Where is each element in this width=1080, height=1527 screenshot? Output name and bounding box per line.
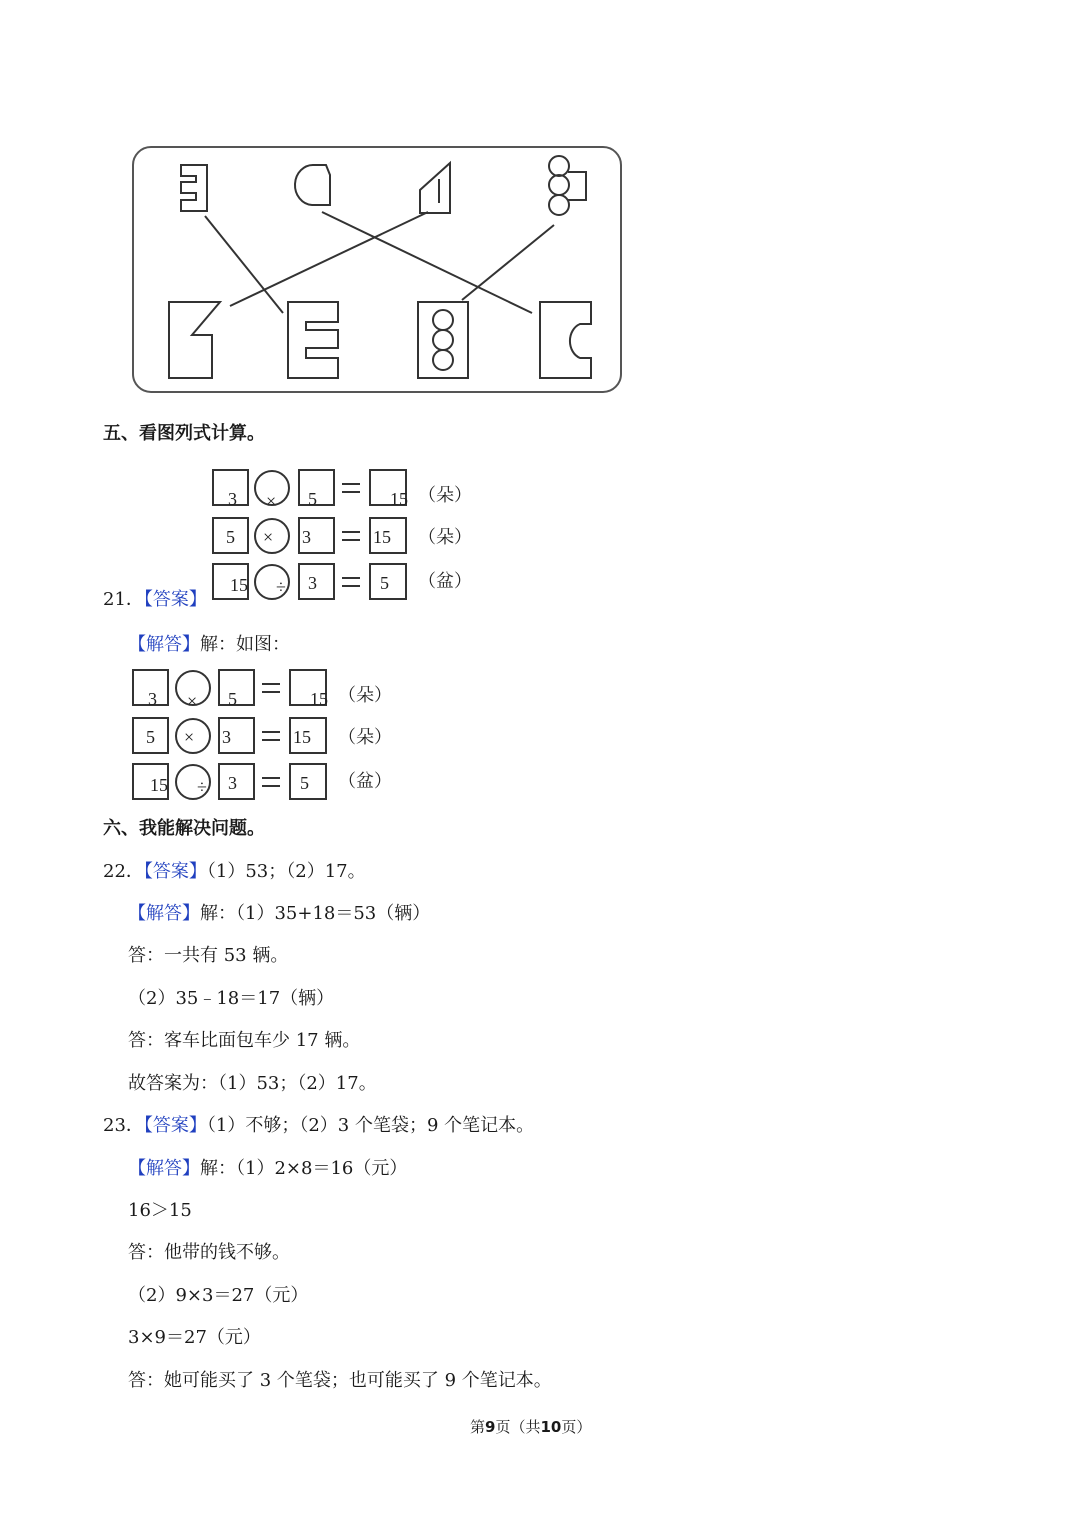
fig2-row2-result: 15	[293, 727, 311, 747]
q22-number: 22．	[103, 861, 144, 882]
fig1-row3-op: ÷	[276, 577, 286, 597]
equation-figure-question	[200, 465, 500, 605]
match-line	[230, 212, 428, 306]
fig2-row2-b: 3	[222, 727, 231, 747]
top-shape-e-piece	[181, 165, 207, 211]
fig2-row3-op: ÷	[197, 777, 207, 797]
bottom-shape-circles-block	[418, 302, 468, 378]
q21-number: 21．	[103, 589, 144, 610]
q22-line-1: 解：（1）35+18＝53（辆）	[200, 903, 431, 924]
q23-analysis-tag: 【解答】	[128, 1158, 200, 1179]
fig2-row2-a: 5	[146, 727, 155, 747]
fig1-row3-unit: （盆）	[418, 571, 472, 591]
fig1-row1-unit: （朵）	[418, 485, 472, 505]
top-shape-semicircle-piece	[295, 165, 330, 205]
fig1-row3-result: 5	[380, 573, 389, 593]
section6-heading: 六、我能解决问题。	[103, 818, 265, 839]
q22-line-4: 答：客车比面包车少 17 辆。	[128, 1030, 361, 1051]
q22-line-5: 故答案为：（1）53；（2）17。	[128, 1073, 377, 1094]
section5-heading: 五、看图列式计算。	[103, 423, 265, 444]
page-number: 9	[485, 1418, 496, 1436]
q21-analysis-tag: 【解答】	[128, 634, 200, 655]
bottom-shape-zigzag-block	[169, 302, 220, 378]
q23-line-1: 解：（1）2×8＝16（元）	[200, 1158, 408, 1179]
q23-line-4: （2）9×3＝27（元）	[128, 1285, 309, 1306]
fig1-row2-result: 15	[373, 527, 391, 547]
q22-line-2: 答：一共有 53 辆。	[128, 945, 289, 966]
page-total: 10	[540, 1418, 562, 1436]
fig2-row3-a: 15	[150, 775, 168, 795]
fig2-row3-b: 3	[228, 773, 237, 793]
q22-analysis-line	[128, 902, 430, 926]
fig1-row2-unit: （朵）	[418, 527, 472, 547]
q23-answer-line	[103, 1114, 534, 1138]
fig2-row3-unit: （盆）	[338, 771, 392, 791]
fig1-row1-result: 15	[390, 489, 408, 509]
top-shape-circles-piece	[549, 156, 586, 215]
fig2-row1-unit: （朵）	[338, 685, 392, 705]
q21-analysis-line	[128, 633, 290, 657]
fig2-row1-b: 5	[228, 689, 237, 709]
q22-answer-text: （1）53；（2）17。	[206, 861, 366, 882]
q22-answer-line	[103, 860, 366, 884]
q22-analysis-tag: 【解答】	[128, 903, 200, 924]
q23-line-5: 3×9＝27（元）	[128, 1327, 261, 1348]
q23-answer-text: （1）不够；（2）3 个笔袋；9 个笔记本。	[206, 1115, 535, 1136]
fig2-row1-op: ×	[187, 691, 198, 711]
fig1-row1-op: ×	[266, 491, 277, 511]
bottom-shape-e-block	[288, 302, 338, 378]
fig1-row2-a: 5	[226, 527, 235, 547]
fig2-row3-result: 5	[300, 773, 309, 793]
q23-line-6: 答：她可能买了 3 个笔袋；也可能买了 9 个笔记本。	[128, 1370, 552, 1391]
q22-line-3: （2）35﹣18＝17（辆）	[128, 988, 335, 1009]
q23-line-3: 答：他带的钱不够。	[128, 1242, 290, 1263]
fig2-row1-a: 3	[148, 689, 157, 709]
q21-answer-tag: 【答案】	[143, 589, 207, 610]
q23-analysis-line	[128, 1157, 407, 1181]
q21-analysis-text: 解：如图：	[200, 634, 290, 655]
fig1-row3-a: 15	[230, 575, 248, 595]
q23-answer-tag: 【答案】	[143, 1115, 207, 1136]
fig2-row1-result: 15	[310, 689, 328, 709]
match-line	[462, 225, 554, 300]
q23-line-2: 16＞15	[128, 1200, 192, 1221]
fig1-row2-op: ×	[263, 527, 274, 547]
shape-matching-figure	[0, 0, 1080, 400]
q22-answer-tag: 【答案】	[143, 861, 207, 882]
bottom-shape-c-block	[540, 302, 591, 378]
equation-figure-solution	[120, 665, 420, 805]
top-shape-triangle-piece	[420, 163, 450, 213]
fig1-row3-b: 3	[308, 573, 317, 593]
fig1-row1-a: 3	[228, 489, 237, 509]
q21-answer-line	[103, 588, 207, 612]
match-line	[322, 212, 532, 313]
page-footer: 第9页（共10页）	[470, 1418, 592, 1436]
fig1-row2-b: 3	[302, 527, 311, 547]
q23-number: 23．	[103, 1115, 144, 1136]
fig2-row2-op: ×	[184, 727, 195, 747]
fig2-row2-unit: （朵）	[338, 727, 392, 747]
fig1-row1-b: 5	[308, 489, 317, 509]
